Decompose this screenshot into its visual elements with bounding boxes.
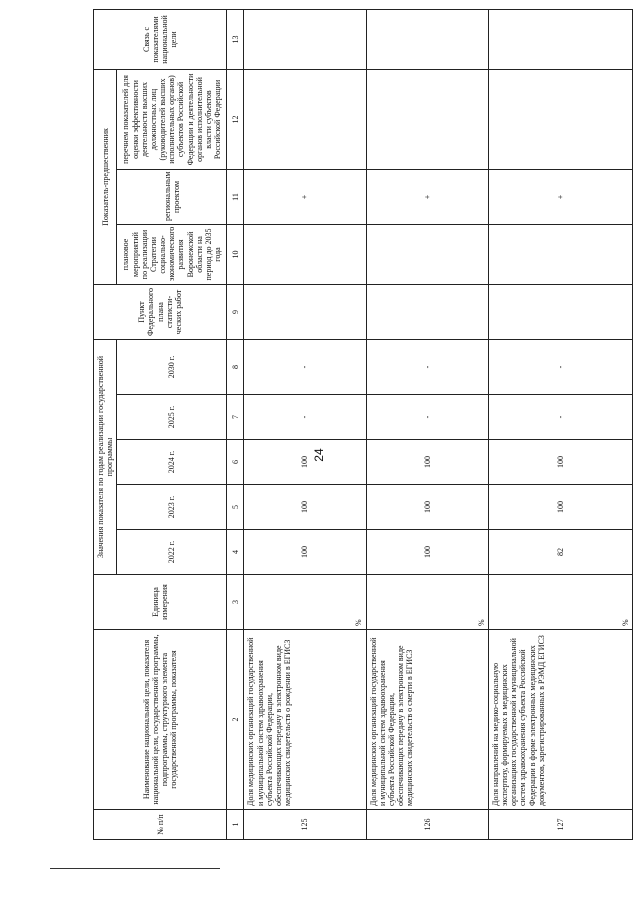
row-num: 126 [366, 810, 488, 840]
row-link [366, 9, 488, 69]
row-2024: 100 [366, 440, 488, 485]
header-year-2030: 2030 г. [117, 339, 227, 394]
row-regional-project: + [366, 169, 488, 224]
table-row [244, 9, 366, 839]
row-name: Доля медицинских организаций государственной и муниципальной систем здравоохранения субъекта Российской Федерации, обеспечивающих передачу в электронном виде медицинских свидетельств о рождении в ЕГИСЗ [244, 630, 366, 810]
row-num: 127 [488, 810, 632, 840]
row-2023: 100 [488, 485, 632, 530]
row-2023: 100 [244, 485, 366, 530]
row-strategy [488, 224, 632, 284]
table-row [366, 9, 488, 839]
row-num: 125 [244, 810, 366, 840]
column-number: 13 [227, 9, 244, 69]
row-2025: - [488, 395, 632, 440]
row-2023: 100 [366, 485, 488, 530]
header-year-2022: 2022 г. [117, 530, 227, 575]
row-2022: 100 [366, 530, 488, 575]
footer-rule [50, 868, 220, 869]
header-name: Наименование национальной цели, показателя национальной цели, государственной программы, подпрограммы, структурного элемента государственной программы, показателя [94, 630, 227, 810]
row-stat-plan [488, 284, 632, 339]
row-2025: - [244, 395, 366, 440]
row-strategy [244, 224, 366, 284]
indicator-table [93, 9, 633, 840]
row-2025: - [366, 395, 488, 440]
header-num: № п/п [94, 810, 227, 840]
row-efficiency-list [244, 69, 366, 169]
header-year-2025: 2025 г. [117, 395, 227, 440]
row-2024: 100 [488, 440, 632, 485]
row-2030: - [244, 339, 366, 394]
row-link [244, 9, 366, 69]
header-efficiency-list: перечнем показателей для оценки эффективности деятельности высших должностных лиц (руководителей высших исполнительных органов) субъектов Российской Федерации и деятельности органов исполнительной власти субъектов Российской Федерации [117, 69, 227, 169]
row-efficiency-list [366, 69, 488, 169]
header-year-2024: 2024 г. [117, 440, 227, 485]
row-regional-project: + [488, 169, 632, 224]
row-2022: 100 [244, 530, 366, 575]
row-stat-plan [366, 284, 488, 339]
row-unit: % [488, 575, 632, 630]
row-name: Доля направлений на медико-социальную экспертизу, формируемых в медицинских организациях государственной и муниципальной систем здравоохранения субъекта Российской Федерации в форме электронных медицинских документов, зарегистрированных в РЭМД ЕГИСЗ [488, 630, 632, 810]
header-regional-project: региональным проектом [117, 169, 227, 224]
row-name: Доля медицинских организаций государственной и муниципальной систем здравоохранения субъекта Российской Федерации, обеспечивающих передачу в электронном виде медицинских свидетельств о смерти в ЕГИСЗ [366, 630, 488, 810]
row-unit: % [244, 575, 366, 630]
page-number: 24 [312, 448, 326, 462]
column-number: 2 [227, 630, 244, 810]
column-number: 12 [227, 69, 244, 169]
header-strategy: плановое мероприятий по реализации Стратегии социально-экономического развития Воронежской области на период до 2035 года [117, 224, 227, 284]
column-number: 5 [227, 485, 244, 530]
column-number: 9 [227, 284, 244, 339]
header-values-group: Значения показателя по годам реализации государственной программы [94, 339, 117, 574]
column-number: 4 [227, 530, 244, 575]
header-year-2023: 2023 г. [117, 485, 227, 530]
column-number: 7 [227, 395, 244, 440]
header-unit: Единица измерения [94, 575, 227, 630]
row-regional-project: + [244, 169, 366, 224]
row-strategy [366, 224, 488, 284]
row-2030: - [366, 339, 488, 394]
column-number: 3 [227, 575, 244, 630]
column-number: 10 [227, 224, 244, 284]
header-link: Связь с показателями национальной цели [94, 9, 227, 69]
header-stat-plan: Пункт Федерального плана статисти-ческих работ [94, 284, 227, 339]
table-row [488, 9, 632, 839]
column-number: 8 [227, 339, 244, 394]
indicator-table-sheet [93, 15, 633, 840]
column-number-row [227, 9, 244, 839]
column-number: 6 [227, 440, 244, 485]
row-stat-plan [244, 284, 366, 339]
row-2030: - [488, 339, 632, 394]
column-number: 1 [227, 810, 244, 840]
row-2024: 100 [244, 440, 366, 485]
row-2022: 82 [488, 530, 632, 575]
header-predecessor-group: Показатель-предшественник [94, 69, 117, 284]
row-unit: % [366, 575, 488, 630]
column-number: 11 [227, 169, 244, 224]
row-link [488, 9, 632, 69]
row-efficiency-list [488, 69, 632, 169]
